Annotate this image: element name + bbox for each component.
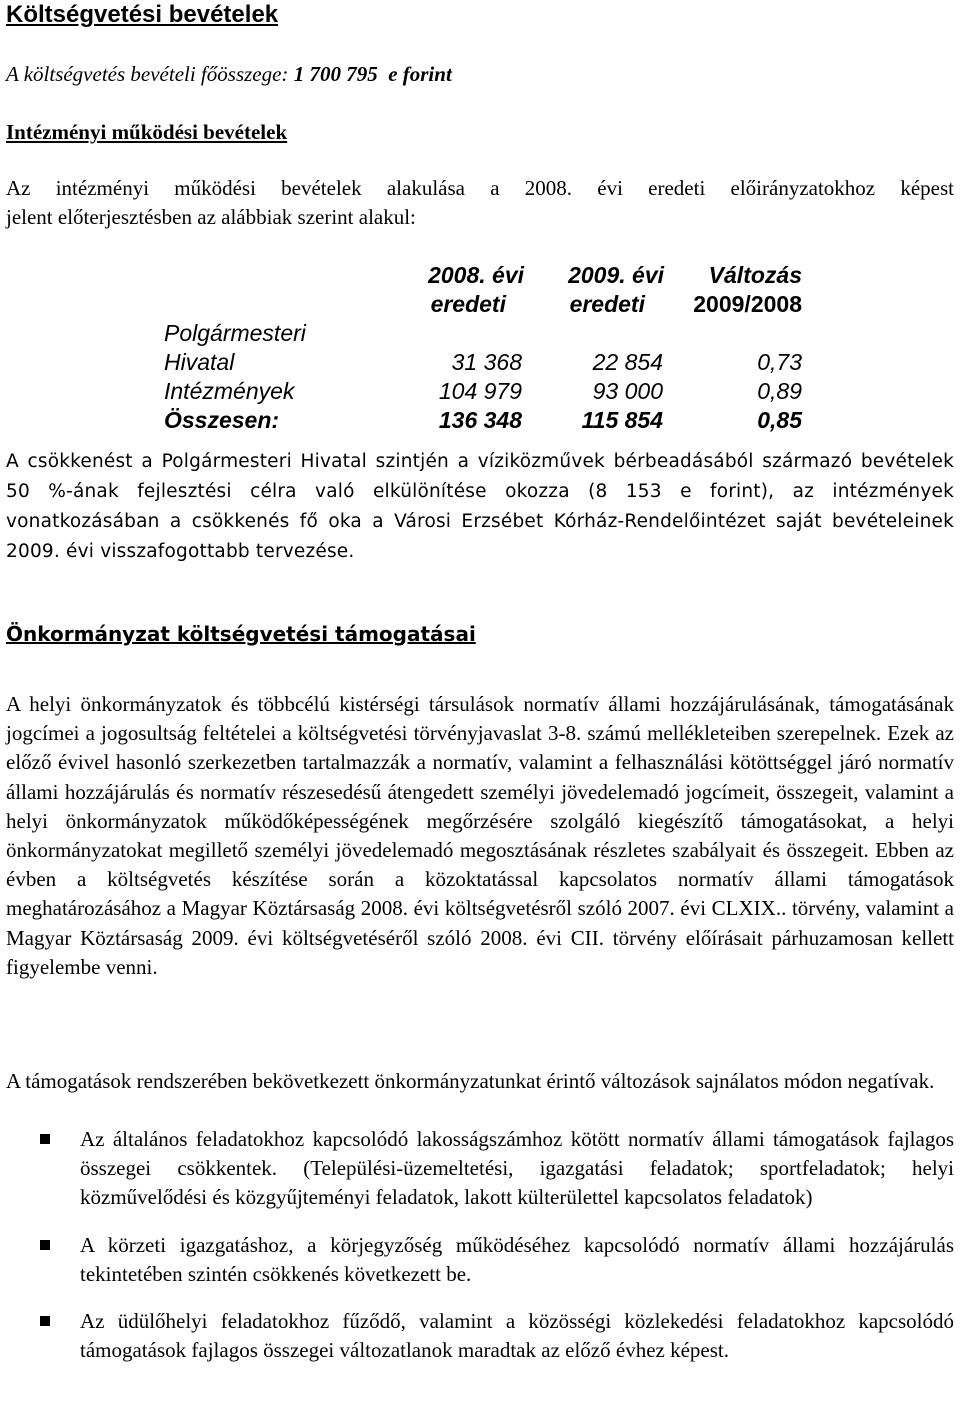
table-header-cell: eredeti [430,291,506,317]
table-cell: 93 000 [592,378,663,404]
table-header-cell: Változás [708,262,802,288]
table-total-row [164,406,804,435]
square-bullet-icon [40,1134,50,1144]
square-bullet-icon [40,1316,50,1326]
table-header-cell: 2009. évi [568,262,664,288]
table-cell: Hivatal [164,349,235,375]
intro-line-2: jelent előterjesztésben az alábbiak szerint alakul: [6,205,416,230]
table-row [164,377,804,406]
list-item [6,1125,954,1213]
table-header-cell: eredeti [569,291,645,317]
table-cell: 22 854 [592,349,663,375]
table-header-cell: 2009/2008 [693,291,802,317]
state-support-paragraph: A helyi önkormányzatok és többcélú kistérségi társulások normatív állami hozzájárulásának, támogatásának jogcímei a jogosultság feltételei a költségvetési törvényjavaslat 3-8. számú mellékleteiben szerepelnek. Ezek az előző évivel hasonló szerkezetben tartalmazzák a normatív, valamint a felhasználási kötöttséggel járó normatív állami hozzájárulás és normatív részesedésű átengedett személyi jövedelemadó jogcímeit, összegeit, valamint a helyi önkormányzatok működőképességének megőrzésére szolgáló kiegészítő támogatásokat, a helyi önkormányzatokat megillető személyi jövedelemadó megosztásának részletes szabályait és összegeit. Ebben az évben a költségvetés készítése során a közoktatással kapcsolatos normatív állami támogatások meghatározásához a Magyar Köztársaság 2008. évi költségvetésről szóló 2007. évi CLXIX.. törvény, valamint a Magyar Köztársaság 2009. évi költségvetéséről szóló 2008. évi CII. törvény előírásait párhuzamosan kellett figyelembe venni. [6,692,954,979]
table-cell: Intézmények [164,378,295,404]
table-cell: 136 348 [438,407,522,433]
table-header-row [164,261,804,290]
table-header-cell: 2008. évi [428,262,524,288]
table-cell: Polgármesteri [164,320,306,346]
table-cell: 0,73 [757,349,802,375]
table-row [164,319,804,348]
section-title-operating-revenue: Intézményi működési bevételek [6,120,288,144]
list-item-text: Az általános feladatokhoz kapcsolódó lakosságszámhoz kötött normatív állami támogatások fajlagos összegei csökkentek. (Települési-üzemeltetési, igazgatási feladatok; sportfeladatok; helyi közművelődési és közgyűjteményi feladatok, lakott külterülettel kapcsolatos feladatok) [80,1127,954,1210]
table-cell: Összesen: [164,407,280,433]
table-cell: 31 368 [451,349,522,375]
intro-paragraph [6,174,954,232]
square-bullet-icon [40,1240,50,1250]
bullet-list [6,1125,954,1383]
table-row [164,348,804,377]
budget-total-label: A költségvetés bevételi főösszege: [6,62,294,86]
table-cell: 104 979 [438,378,522,404]
page-title: Költségvetési bevételek [6,1,279,28]
list-item [6,1231,954,1289]
table-cell: 0,89 [757,378,802,404]
negative-changes-paragraph: A támogatások rendszerében bekövetkezett önkormányzatunkat érintő változások sajnálatos módon negatívak. [6,1069,935,1093]
budget-total-amount: 1 700 795 [293,62,378,86]
list-item-text: Az üdülőhelyi feladatokhoz fűződő, valamint a közösségi közlekedési feladatokhoz kapcsolódó támogatások fajlagos összegei változatlanok maradtak az előző évhez képest. [80,1309,954,1363]
budget-total-line [6,60,452,88]
list-item-text: A körzeti igazgatáshoz, a körjegyzőség működéséhez kapcsolódó normatív állami hozzájárulás tekintetében szintén csökkenés következett be. [80,1232,954,1286]
table-header-row [164,290,804,319]
table-cell: 0,85 [757,407,802,433]
table-cell: 115 854 [581,407,663,433]
explanation-paragraph: A csökkenést a Polgármesteri Hivatal szintjén a víziközművek bérbeadásából származó bevételek 50 %-ának fejlesztési célra való elkülönítése okozza (8 153 e forint), az intézmények vonatkozásában a csökkenés fő oka a Városi Erzsébet Kórház-Rendelőintézet saját bevételeinek 2009. évi visszafogottabb tervezése. [6,451,954,562]
list-item [6,1307,954,1365]
budget-total-unit: e forint [377,62,452,86]
intro-line-1: Az intézményi működési bevételek alakulása a 2008. évi eredeti előirányzatokhoz képest [6,176,954,200]
revenue-table [164,261,804,435]
section-title-state-support: Önkormányzat költségvetési támogatásai [6,622,476,646]
